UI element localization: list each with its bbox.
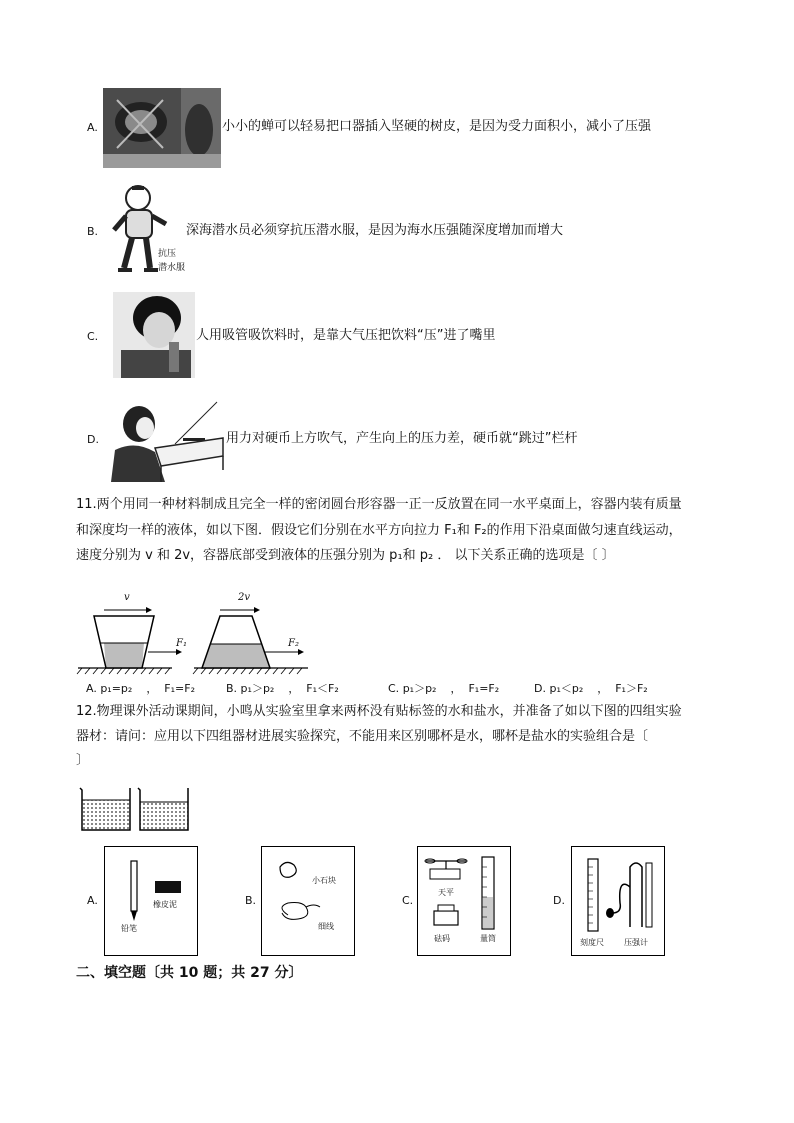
q11-option-a: [86, 680, 195, 696]
question-text-line: 速度分别为 v 和 2v，容器底部受到液体的压强分别为 p₁和 p₂ ． 以下关系正确的选项是〔 〕: [76, 548, 615, 563]
question-text-line: 器材：请问：应用以下四组器材进展实验探究，不能用来区别哪杯是水，哪杯是盐水的实验组合是〔: [76, 729, 649, 744]
force-label: F₁: [176, 638, 187, 649]
option-letter: D.: [534, 682, 546, 695]
image-label: 抗压: [158, 249, 177, 259]
option-text: 人用吸管吸饮料时，是靠大气压把饮料“压”进了嘴里: [196, 328, 496, 343]
option-letter: A.: [87, 121, 98, 134]
q12-option-b-box: [261, 846, 355, 956]
option-letter: A.: [87, 894, 98, 907]
question-text-line: 〕: [76, 753, 90, 768]
option-text: 用力对硬币上方吹气，产生向上的压力差，硬币就“跳过”栏杆: [226, 431, 578, 446]
q12-option-c-box: [417, 846, 511, 956]
option-text: p₁=p₂ ， F₁=F₂: [100, 682, 195, 695]
q12-option-a-box: [104, 846, 198, 956]
velocity-label: v: [124, 592, 130, 603]
item-label: 刻度尺: [580, 938, 604, 947]
option-text: p₁＞p₂ ， F₁＜F₂: [240, 682, 339, 695]
option-text: 深海潜水员必须穿抗压潜水服，是因为海水压强随深度增加而增大: [186, 223, 564, 238]
section-title: 二、填空题〔共 10 题；共 27 分〕: [76, 965, 303, 981]
option-text: p₁＜p₂ ， F₁＞F₂: [549, 682, 648, 695]
option-letter: B.: [226, 682, 238, 695]
option-text: 小小的蝉可以轻易把口器插入坚硬的树皮，是因为受力面积小，减小了压强: [222, 119, 652, 134]
option-letter: D.: [553, 894, 565, 907]
q11-option-d: [534, 680, 648, 696]
q11-figure: [76, 590, 316, 676]
image-label: 潜水服: [158, 263, 186, 273]
item-label: 砝码: [434, 934, 450, 943]
q12-option-d-box: [571, 846, 665, 956]
boy-drinking-photo: [113, 292, 195, 378]
item-label: 橡皮泥: [153, 900, 177, 909]
item-label: 压强计: [624, 938, 648, 947]
two-beakers-illustration: [78, 782, 198, 832]
coin-blow-illustration: [105, 400, 225, 482]
option-letter: C.: [87, 330, 99, 343]
question-text-line: 和深度均一样的液体，如以下图．假设它们分别在水平方向拉力 F₁和 F₂的作用下沿桌面做匀速直线运动，: [76, 523, 682, 538]
question-text-line: 11.两个用同一种材料制成且完全一样的密闭圆台形容器一正一反放置在同一水平桌面上，容器内装有质量: [76, 497, 682, 512]
item-label: 细线: [318, 922, 334, 931]
cicada-photo: [103, 88, 221, 168]
option-letter: B.: [245, 894, 257, 907]
item-label: 量筒: [480, 934, 496, 943]
item-label: 铅笔: [121, 924, 137, 933]
q11-option-b: [226, 680, 339, 696]
q11-option-c: [388, 680, 499, 696]
item-label: 小石块: [312, 876, 336, 885]
diver-suit-illustration: [110, 184, 188, 276]
option-letter: C.: [402, 894, 414, 907]
option-letter: D.: [87, 433, 99, 446]
option-letter: C.: [388, 682, 400, 695]
option-letter: A.: [86, 682, 97, 695]
item-label: 天平: [438, 888, 454, 897]
question-text-line: 12.物理课外活动课期间，小鸣从实验室里拿来两杯没有贴标签的水和盐水，并准备了如以下图的四组实验: [76, 704, 682, 719]
option-letter: B.: [87, 225, 99, 238]
option-text: p₁＞p₂ ， F₁=F₂: [402, 682, 500, 695]
velocity-label: 2v: [238, 592, 251, 603]
force-label: F₂: [288, 638, 299, 649]
